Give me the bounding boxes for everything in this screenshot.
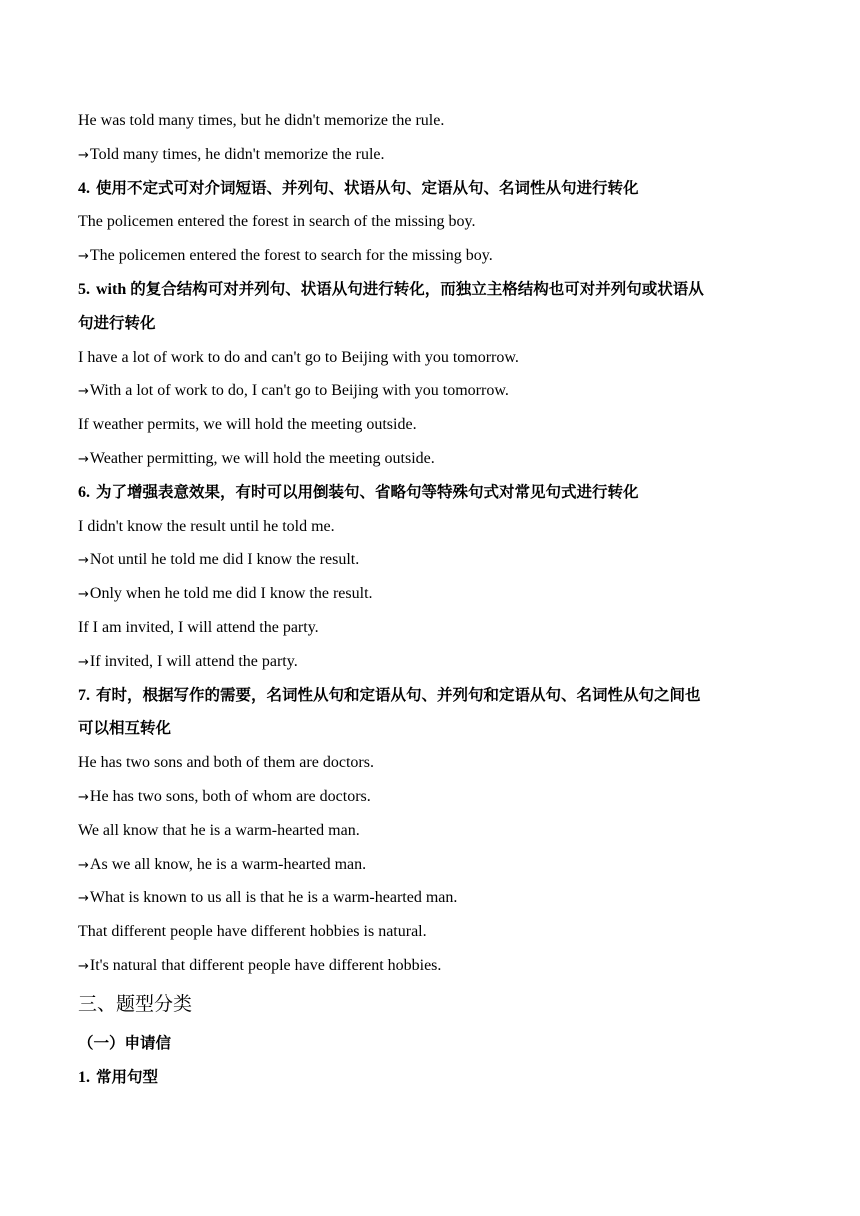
arrow-icon: → — [78, 147, 89, 163]
arrow-icon: → — [78, 891, 89, 907]
rule-heading-continuation: 句进行转化 — [78, 313, 156, 332]
rewritten-sentence-text: Only when he told me did I know the result. — [89, 585, 373, 603]
rule-heading — [78, 476, 788, 510]
rewritten-sentence — [78, 374, 788, 408]
example-sentence: The policemen entered the forest in search of the missing boy. — [78, 213, 476, 231]
rule-number: 7. — [78, 686, 90, 704]
rewritten-sentence — [78, 645, 788, 679]
example-sentence: I have a lot of work to do and can't go to Beijing with you tomorrow. — [78, 348, 519, 366]
arrow-icon: → — [78, 587, 89, 603]
rule-number: 5. — [78, 280, 90, 298]
example-sentence: He has two sons and both of them are doctors. — [78, 754, 374, 772]
example-sentence: That different people have different hobbies is natural. — [78, 923, 427, 941]
rewritten-sentence — [78, 780, 788, 814]
rule-text: 有时，根据写作的需要，名词性从句和定语从句、并列句和定语从句、名词性从句之间也 — [96, 685, 701, 704]
rewritten-sentence-text: The policemen entered the forest to search for the missing boy. — [89, 247, 493, 265]
rewritten-sentence — [78, 239, 788, 273]
item-heading — [78, 1061, 788, 1095]
rewritten-sentence-text: Told many times, he didn't memorize the rule. — [89, 145, 385, 163]
rule-heading — [78, 679, 788, 713]
document-page — [78, 104, 788, 1095]
rewritten-sentence-text: What is known to us all is that he is a warm-hearted man. — [89, 889, 458, 907]
example-sentence: If weather permits, we will hold the meeting outside. — [78, 416, 417, 434]
rule-keyword: with — [96, 280, 127, 298]
rule-heading-continuation: 可以相互转化 — [78, 719, 172, 738]
rewritten-sentence — [78, 577, 788, 611]
arrow-icon: → — [78, 451, 89, 467]
rewritten-sentence-text: Not until he told me did I know the result. — [89, 551, 360, 569]
rewritten-sentence — [78, 138, 788, 172]
rule-text: 为了增强表意效果，有时可以用倒装句、省略句等特殊句式对常见句式进行转化 — [96, 482, 639, 501]
rewritten-sentence-text: As we all know, he is a warm-hearted man. — [89, 855, 367, 873]
arrow-icon: → — [78, 553, 89, 569]
rule-text: 的复合结构可对并列句、状语从句进行转化，而独立主格结构也可对并列句或状语从 — [130, 279, 704, 298]
arrow-icon: → — [78, 789, 89, 805]
rewritten-sentence — [78, 949, 788, 983]
rewritten-sentence — [78, 543, 788, 577]
example-sentence: He was told many times, but he didn't memorize the rule. — [78, 112, 445, 129]
rule-number: 6. — [78, 483, 90, 501]
item-heading-number: 1. — [78, 1068, 90, 1086]
document-body — [78, 104, 788, 983]
rewritten-sentence-text: Weather permitting, we will hold the meeting outside. — [89, 449, 435, 467]
subsection-title: （一）申请信 — [78, 1033, 172, 1052]
item-heading-text: 常用句型 — [96, 1067, 159, 1086]
example-sentence: I didn't know the result until he told me. — [78, 517, 335, 535]
arrow-icon: → — [78, 857, 89, 873]
rule-text: 使用不定式可对介词短语、并列句、状语从句、定语从句、名词性从句进行转化 — [96, 178, 639, 197]
rewritten-sentence-text: He has two sons, both of whom are doctors. — [89, 787, 371, 805]
arrow-icon: → — [78, 958, 89, 974]
example-sentence: We all know that he is a warm-hearted man. — [78, 821, 360, 839]
rule-heading — [78, 172, 788, 206]
rewritten-sentence — [78, 848, 788, 882]
rule-heading — [78, 273, 788, 307]
rule-number: 4. — [78, 179, 90, 197]
rewritten-sentence — [78, 881, 788, 915]
section-title: 三、题型分类 — [78, 992, 193, 1015]
rewritten-sentence-text: It's natural that different people have different hobbies. — [89, 956, 442, 974]
arrow-icon: → — [78, 654, 89, 670]
arrow-icon: → — [78, 384, 89, 400]
rewritten-sentence — [78, 442, 788, 476]
rewritten-sentence-text: If invited, I will attend the party. — [89, 652, 298, 670]
arrow-icon: → — [78, 249, 89, 265]
example-sentence: If I am invited, I will attend the party. — [78, 618, 319, 636]
rewritten-sentence-text: With a lot of work to do, I can't go to Beijing with you tomorrow. — [89, 382, 509, 400]
